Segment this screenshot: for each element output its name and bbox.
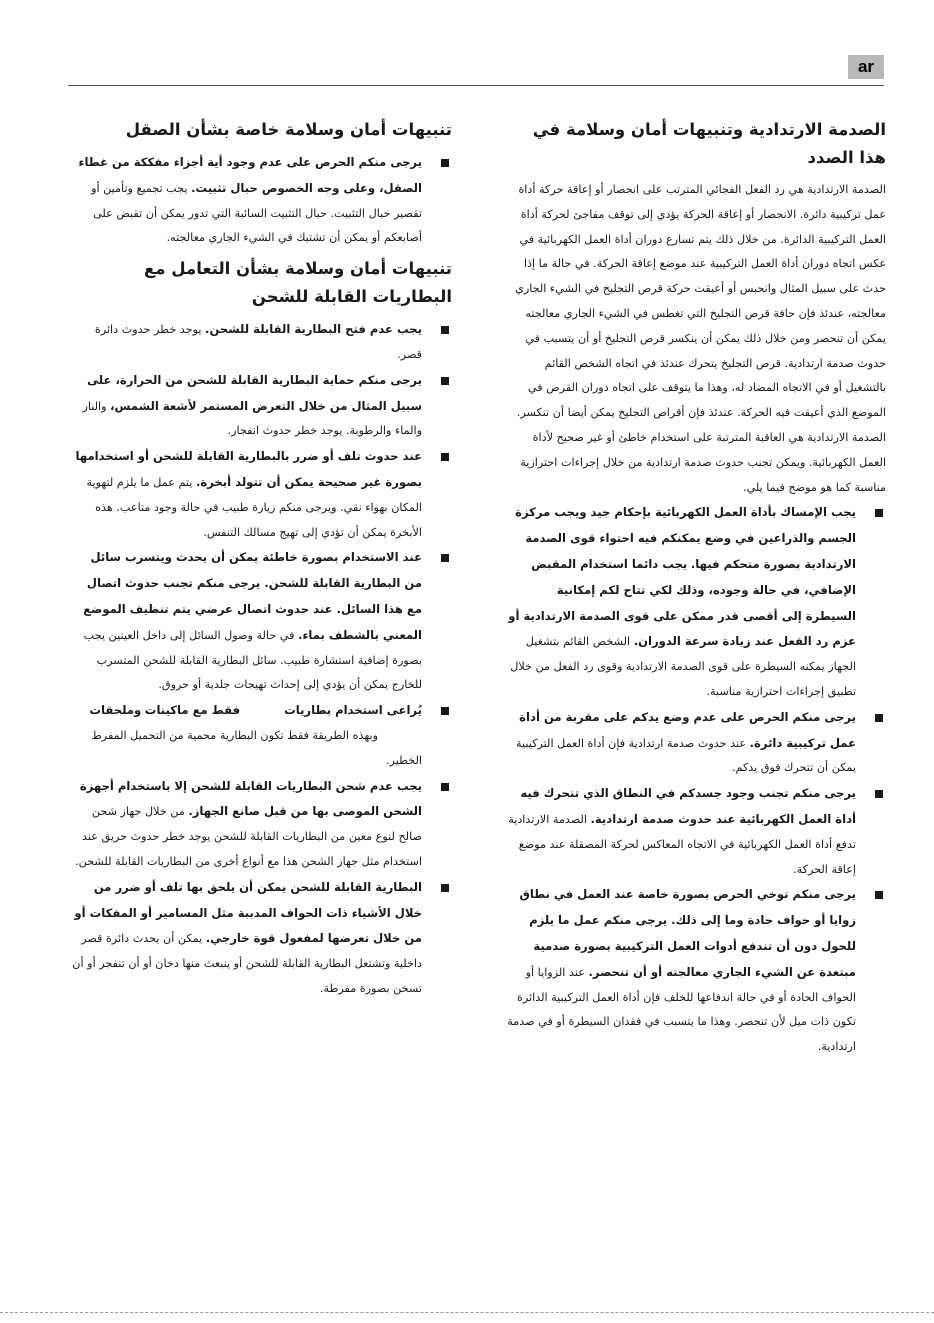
bullet-square-icon (441, 377, 449, 385)
list-item (69, 317, 452, 368)
list-item (503, 781, 886, 882)
list-item (69, 545, 452, 698)
bullet-bold-text: عند حدوث تلف أو ضرر بالبطارية القابلة للشحن أو استخدامها بصورة غير صحيحة يمكن أن تتولد أبخرة. (75, 449, 422, 489)
bullet-square-icon (875, 714, 883, 722)
bullet-text: والنار والماء والرطوبة. يوجد خطر حدوث انفجار. (82, 399, 422, 438)
footer-cut-line (0, 1312, 934, 1313)
bullet-bold-text: يرجى منكم الحرص على عدم وجود أية أجزاء مفككة من غطاء الصقل، وعلى وجه الخصوص حبال تثبيت. (78, 155, 422, 195)
bullet-square-icon (441, 783, 449, 791)
list-item (503, 500, 886, 704)
header-divider (68, 85, 884, 86)
bullet-square-icon (441, 554, 449, 562)
bullet-text: في حالة وصول السائل إلى داخل العينين يجب بصورة إضافية استشارة طبيب. سائل البطارية القابلة للشحن المتسرب للخارج يمكن أن يؤدي إلى إحداث تهيجات جلدية أو حروق. (83, 628, 422, 692)
bullet-text: يجب تجميع وتأمين أو تقصير حبال التثبيت. حبال التثبيت السائبة التي تدور يمكن أن تقبض على أصابعكم أو يمكن أن تشتبك في الشيء الجاري معالجته. (91, 181, 422, 245)
bullet-bold-text: يجب عدم شحن البطاريات القابلة للشحن إلا باستخدام أجهزة الشحن الموصى بها من قبل صانع الجهاز. (79, 778, 422, 819)
bullet-bold-text: يرجى منكم تجنب وجود جسدكم في النطاق الذي تتحرك فيه أداة العمل الكهربائية عند حدوث صدمة ارتدادية. (520, 786, 856, 826)
bullet-bold-text: البطارية القابلة للشحن يمكن أن يلحق بها تلف أو ضرر من خلال الأشياء ذات الحواف المدببة مثل المسامير أو المفكات أو من خلال تعرضها لمفعول قوة خارجي. (74, 879, 422, 946)
bullet-text: وبهذه الطريقة فقط تكون البطارية محمية من التحميل المفرط الخطير. (91, 728, 422, 767)
bullet-square-icon (441, 453, 449, 461)
list-item (503, 882, 886, 1060)
bullet-text: من خلال جهاز شحن صالح لنوع معين من البطاريات القابلة للشحن يوجد خطر حدوث حريق عند استخدام مثل جهاز الشحن هذا مع أنواع أخرى من البطاريات القابلة للشحن. (75, 805, 422, 868)
polishing-heading: تنبيهات أمان وسلامة خاصة بشأن الصقل (125, 120, 452, 139)
bullet-text: عند حدوث صدمة ارتدادية فإن أداة العمل التركيبية يمكن أن تتحرك فوق يدكم. (516, 736, 856, 775)
list-item (69, 444, 452, 545)
bullet-bold-text: يجب الإمساك بأداة العمل الكهربائية بإحكام جيد ويجب مركزة الجسم والذراعين في وضع يمكنكم فيه احتواء قوى الصدمة الارتدادية بصورة متحكم فيها. (515, 505, 856, 571)
bullet-square-icon (875, 891, 883, 899)
bullet-text: يمكن أن يحدث دائرة قصر داخلية وتشتعل البطارية القابلة للشحن أو ينبعث منها دخان أو أن تنفجر أو أن تسخن بصورة مفرطة. (72, 932, 422, 995)
bullet-bold-text: فقط مع ماكينات (144, 703, 241, 718)
language-tag: ar (848, 55, 884, 79)
bullet-bold-text: يرجى منكم توخي الحرص بصورة خاصة عند العمل في نطاق زوايا أو حواف حادة وما إلى ذلك. يرجى منكم عمل ما يلزم للحول دون أن تندفع أدوات العمل التركيبية بصورة صدمية مبتعدة عن الشيء الجاري معالجته أو أن تنحصر. (519, 887, 856, 979)
bullet-bold-text: يُراعى استخدام بطاريات (284, 703, 422, 718)
bullet-bold-text: وملحقات (89, 703, 142, 718)
list-item (69, 150, 452, 251)
bullet-square-icon (441, 326, 449, 334)
bullet-text: يوجد خطر حدوث دائرة قصر. (94, 323, 422, 361)
bullet-bold-text: عند الاستخدام بصورة خاطئة يمكن أن يحدث ويتسرب سائل من البطارية القابلة للشحن. يرجى منكم تجنب حدوث اتصال مع هذا السائل. عند حدوث اتصال عرضي يتم تنظيف الموضع المعني بالشطف بماء. (83, 550, 422, 642)
bullet-square-icon (441, 884, 449, 892)
bullet-text: عند الزوايا أو الحواف الحادة أو في حالة اندفاعها للخلف فإن أداة العمل التركيبية الدائرة تكون ذات ميل لأن تنحصر. وهذا ما يتسبب في فقدان السيطرة أو في صدمة ارتدادية. (507, 965, 856, 1054)
list-item (503, 705, 886, 781)
kickback-heading: الصدمة الارتدادية وتنبيهات أمان وسلامة في هذا الصدد (532, 120, 886, 167)
left-column (69, 112, 452, 1002)
bullet-text: يتم عمل ما يلزم لتهوية المكان بهواء نقي. ويرجى منكم زيارة طبيب في حالة وجود متاعب. هذه الأبخرة يمكن أن تؤدي إلى تهيج مسالك التنفس. (86, 475, 422, 539)
right-column (503, 112, 886, 1060)
bullet-bold-text: يرجى منكم حماية البطارية القابلة للشحن من الحرارة، على سبيل المثال من خلال التعرض المستمر لأشعة الشمس، (87, 372, 422, 413)
bullet-square-icon (441, 707, 449, 715)
list-item (69, 698, 452, 773)
bullet-square-icon (875, 509, 883, 517)
bullet-bold-text: يجب عدم فتح البطارية القابلة للشحن. (205, 322, 422, 337)
list-item (69, 774, 452, 875)
list-item (69, 875, 452, 1002)
bullet-square-icon (875, 790, 883, 798)
bullet-square-icon (441, 159, 449, 167)
bullet-bold-text: يجب دائما استخدام المقبض الإضافي، في حالة وجوده، وذلك لكي تتاح لكم إمكانية السيطرة إلى أقصى قدر ممكن على قوى الصدمة الارتدادية أو عزم رد الفعل عند زيادة سرعة الدوران. (508, 556, 856, 649)
kickback-intro: الصدمة الارتدادية هي رد الفعل الفجائي المترتب على انحصار أو إعاقة حركة أداة عمل تركيبية دائرة. الانحصار أو إعاقة الحركة يؤدي إلى توقف مفاجئ لحركة أداة العمل التركيبية الدائرة. من خلال ذلك يتم تسارع دوران أداة العمل الكهربائية في عكس اتجاه دوران أداة العمل التركيبية عند موضع إعاقة الحركة. في حالة ما إذا حدث على سبيل المثال وانحبس أو أعيقت حركة قرص التجليخ في الشيء الجاري معالجته، عندئذ فإن حافة قرص التجليخ التي تغطس في الشيء الجاري معالجته يمكن أن تنحصر ومن خلال ذلك يمكن أن ينكسر قرص التجليخ أو أن يتسبب في حدوث صدمة ارتدادية. قرص التجليخ يتحرك عندئذ في اتجاه الشخص القائم بالتشغيل أو في الاتجاه المضاد له، وهذا ما يتوقف على اتجاه دوران القرص في الموضع الذي أعيقت فيه الحركة. عندئذ فإن أقراص التجليخ يمكن أيضا أن تنكسر. الصدمة الارتدادية هي العاقبة المترتبة على استخدام خاطئ أو غير صحيح لأداة العمل الكهربائية. ويمكن تجنب حدوث صدمة ارتدادية من خلال إجراءات احترازية مناسبة كما هو موضح فيما يلي. (515, 183, 886, 494)
battery-heading: تنبيهات أمان وسلامة بشأن التعامل مع البطاريات القابلة للشحن (144, 259, 452, 307)
list-item (69, 368, 452, 444)
bullet-bold-text: يرجى منكم الحرص على عدم وضع يدكم على مقربة من أداة عمل تركيبية دائرة. (519, 709, 856, 750)
bullet-text: الشخص القائم بتشغيل الجهاز يمكنه السيطرة على قوى الصدمة الارتدادية وقوى رد الفعل من خلال تطبيق إجراءات احترازية مناسبة. (510, 635, 856, 698)
bullet-text: الصدمة الارتدادية تدفع أداة العمل الكهربائية في الاتجاه المعاكس لحركة المصقلة عند موضع إعاقة الحركة. (508, 812, 856, 876)
